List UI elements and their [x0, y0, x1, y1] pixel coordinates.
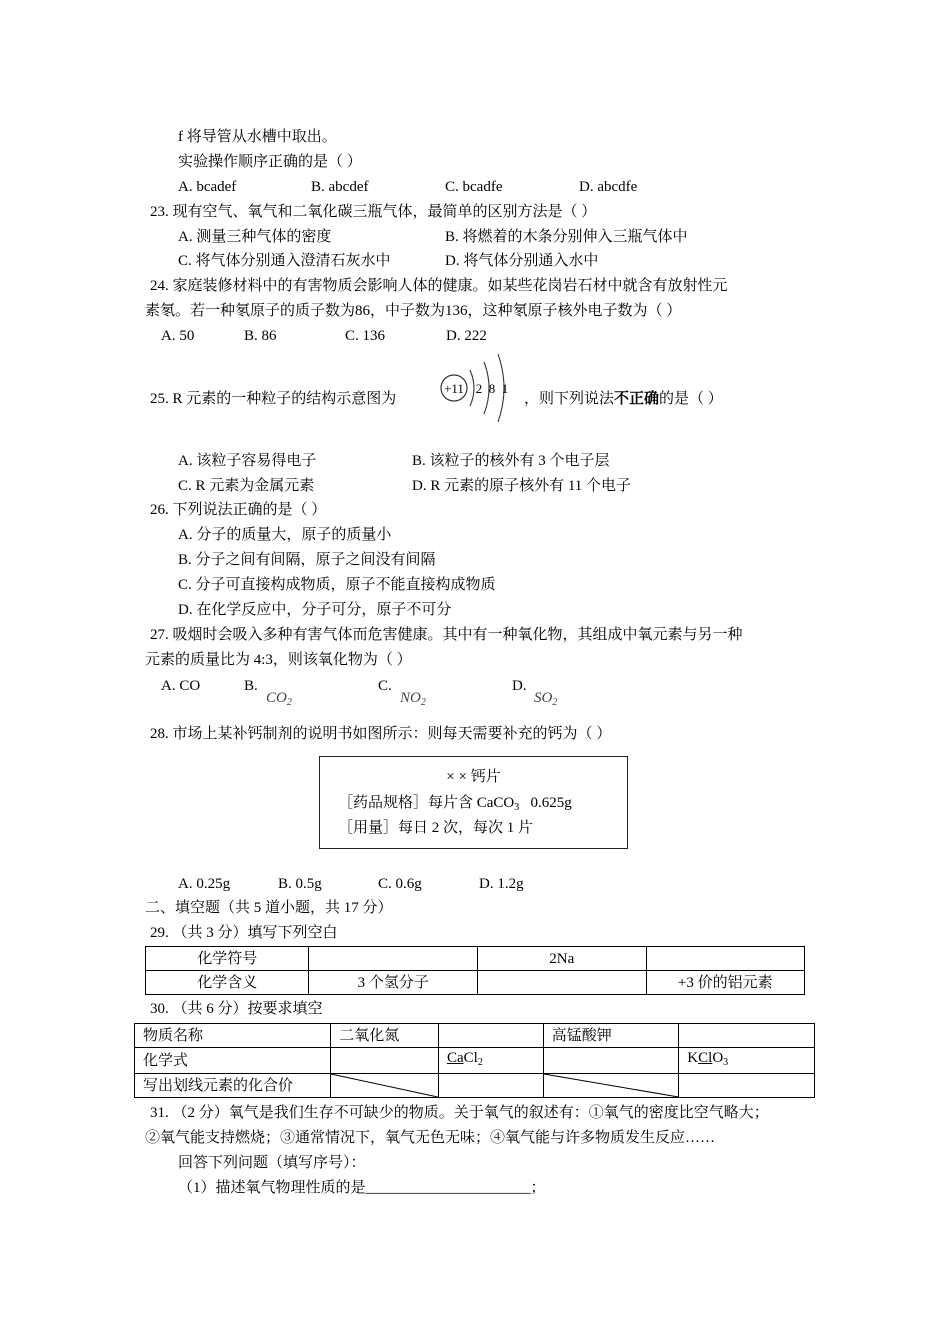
q27-option-d-formula: $SO_2$ [534, 690, 558, 708]
q30-cell [679, 1024, 815, 1048]
q24-line1: 24. 家庭装修材料中的有害物质会影响人体的健康。如某些花岗岩石材中就含有放射性元 [150, 278, 728, 294]
shell-1-count: 2 [475, 381, 483, 396]
q25-option-d: D. R 元素的原子核外有 11 个电子 [412, 478, 632, 494]
medicine-dosage: ［用量］每日 2 次，每次 1 片 [338, 820, 534, 836]
q23-option-a: A. 测量三种气体的密度 [178, 229, 332, 245]
q28-stem: 28. 市场上某补钙制剂的说明书如图所示：则每天需要补充的钙为（ ） [150, 726, 612, 742]
q28-option-b: B. 0.5g [278, 876, 322, 892]
q29-cell: 2Na [478, 947, 647, 971]
q27-option-b-formula: $CO_2$ [266, 690, 292, 708]
q25-option-a: A. 该粒子容易得电子 [178, 453, 317, 469]
q29-cell: 3 个氢分子 [309, 971, 478, 995]
q29-cell: 化学符号 [146, 947, 309, 971]
q24-option-d: D. 222 [446, 328, 487, 344]
q29-cell: +3 价的铝元素 [646, 971, 804, 995]
q28-option-c: C. 0.6g [378, 876, 422, 892]
medicine-label-box [319, 756, 628, 849]
nucleus-label: +11 [444, 381, 464, 396]
q31-line1: 31. （2 分）氧气是我们生存不可缺少的物质。关于氧气的叙述有：①氧气的密度比空气略大； [150, 1105, 769, 1121]
q27-line2: 元素的质量比为 4:3，则该氧化物为（ ） [145, 652, 412, 668]
q29-table [145, 946, 805, 995]
q28-option-a: A. 0.25g [178, 876, 231, 892]
q30-cell [438, 1074, 543, 1098]
q23-option-c: C. 将气体分别通入澄清石灰水中 [178, 253, 391, 269]
q23-option-d: D. 将气体分别通入水中 [445, 253, 599, 269]
q26-option-d: D. 在化学反应中，分子可分，原子不可分 [178, 602, 452, 618]
q30-cell: 化学式 [135, 1048, 331, 1074]
medicine-title: × × 钙片 [446, 769, 501, 785]
q26-option-b: B. 分子之间有间隔，原子之间没有间隔 [178, 552, 436, 568]
q30-cell [438, 1024, 543, 1048]
q30-table [134, 1023, 815, 1098]
q30-cell-diagonal [543, 1074, 679, 1098]
q22-option-c: C. bcadfe [445, 179, 503, 195]
q28-option-d: D. 1.2g [479, 876, 524, 892]
atom-structure-diagram [438, 350, 518, 425]
table-row [135, 1048, 815, 1074]
table-row [146, 971, 805, 995]
table-row [135, 1024, 815, 1048]
q25-stem [150, 389, 396, 409]
q25-option-c: C. R 元素为金属元素 [178, 478, 315, 494]
q29-cell: 化学含义 [146, 971, 309, 995]
q31-line2: ②氧气能支持燃烧；③通常情况下，氧气无色无味；④氧气能与许多物质发生反应…… [145, 1130, 716, 1146]
q25-stem-b: ，则下列说法 [524, 391, 615, 407]
q23-stem: 23. 现有空气、氧气和二氧化碳三瓶气体，最简单的区别方法是（ ） [150, 204, 597, 220]
q30-cell: 写出划线元素的化合价 [135, 1074, 331, 1098]
medicine-spec: ［药品规格］每片含 CaCO$_3$ 0.625g [338, 795, 572, 813]
q30-cell [331, 1048, 439, 1074]
q25-stem-bold: 不正确 [614, 391, 660, 407]
q26-option-a: A. 分子的质量大，原子的质量小 [178, 527, 392, 543]
q27-line1: 27. 吸烟时会吸入多种有害气体而危害健康。其中有一种氧化物，其组成中氧元素与另一种 [150, 627, 743, 643]
q22-option-a: A. bcadef [178, 179, 237, 195]
q25-stem-a: 25. R 元素的一种粒子的结构示意图为 [150, 391, 397, 407]
shell-arc-1 [470, 370, 474, 406]
q27-option-a: A. CO [161, 678, 201, 694]
q29-cell [478, 971, 647, 995]
q23-option-b: B. 将燃着的木条分别伸入三瓶气体中 [445, 229, 688, 245]
q30-cell [543, 1048, 679, 1074]
q30-stem: 30. （共 6 分）按要求填空 [150, 1001, 323, 1017]
section-2-heading: 二、填空题（共 5 道小题，共 17 分） [145, 900, 393, 916]
q22-option-b: B. abcdef [311, 179, 369, 195]
table-row [135, 1074, 815, 1098]
q30-cell: 高锰酸钾 [543, 1024, 679, 1048]
q29-cell [309, 947, 478, 971]
q31-line4: （1）描述氧气物理性质的是______________________； [178, 1180, 546, 1196]
q25-stem-tail [524, 389, 723, 409]
q30-cell-diagonal [331, 1074, 439, 1098]
q24-option-a: A. 50 [161, 328, 195, 344]
shell-2-count: 8 [488, 381, 496, 396]
q30-cell: 二氧化氮 [331, 1024, 439, 1048]
q29-cell [646, 947, 804, 971]
q31-line3: 回答下列问题（填写序号）： [178, 1155, 366, 1171]
q24-option-c: C. 136 [345, 328, 386, 344]
q30-cell-kclo3: KClO$_3$ [679, 1048, 815, 1074]
q22-option-d: D. abcdfe [579, 179, 638, 195]
q30-cell-cacl2: CaCl$_2$ [438, 1048, 543, 1074]
q29-stem: 29. （共 3 分）填写下列空白 [150, 925, 338, 941]
q22-stem: 实验操作顺序正确的是（ ） [178, 154, 362, 170]
q27-option-c-label: C. [378, 678, 392, 694]
q26-stem: 26. 下列说法正确的是（ ） [150, 502, 327, 518]
q26-option-c: C. 分子可直接构成物质，原子不能直接构成物质 [178, 577, 496, 593]
q27-option-b-label: B. [244, 678, 258, 694]
q30-cell [679, 1074, 815, 1098]
q22-step-f: f 将导管从水槽中取出。 [178, 129, 337, 145]
q24-option-b: B. 86 [244, 328, 277, 344]
shell-3-count: 1 [501, 381, 509, 396]
q30-cell: 物质名称 [135, 1024, 331, 1048]
q27-option-d-label: D. [512, 678, 527, 694]
q25-option-b: B. 该粒子的核外有 3 个电子层 [412, 453, 610, 469]
table-row [146, 947, 805, 971]
q25-stem-c: 的是（ ） [659, 391, 723, 407]
q24-line2: 素氡。若一种氡原子的质子数为86，中子数为136，这种氡原子核外电子数为（ ） [145, 303, 682, 319]
q27-option-c-formula: $NO_2$ [400, 690, 426, 708]
